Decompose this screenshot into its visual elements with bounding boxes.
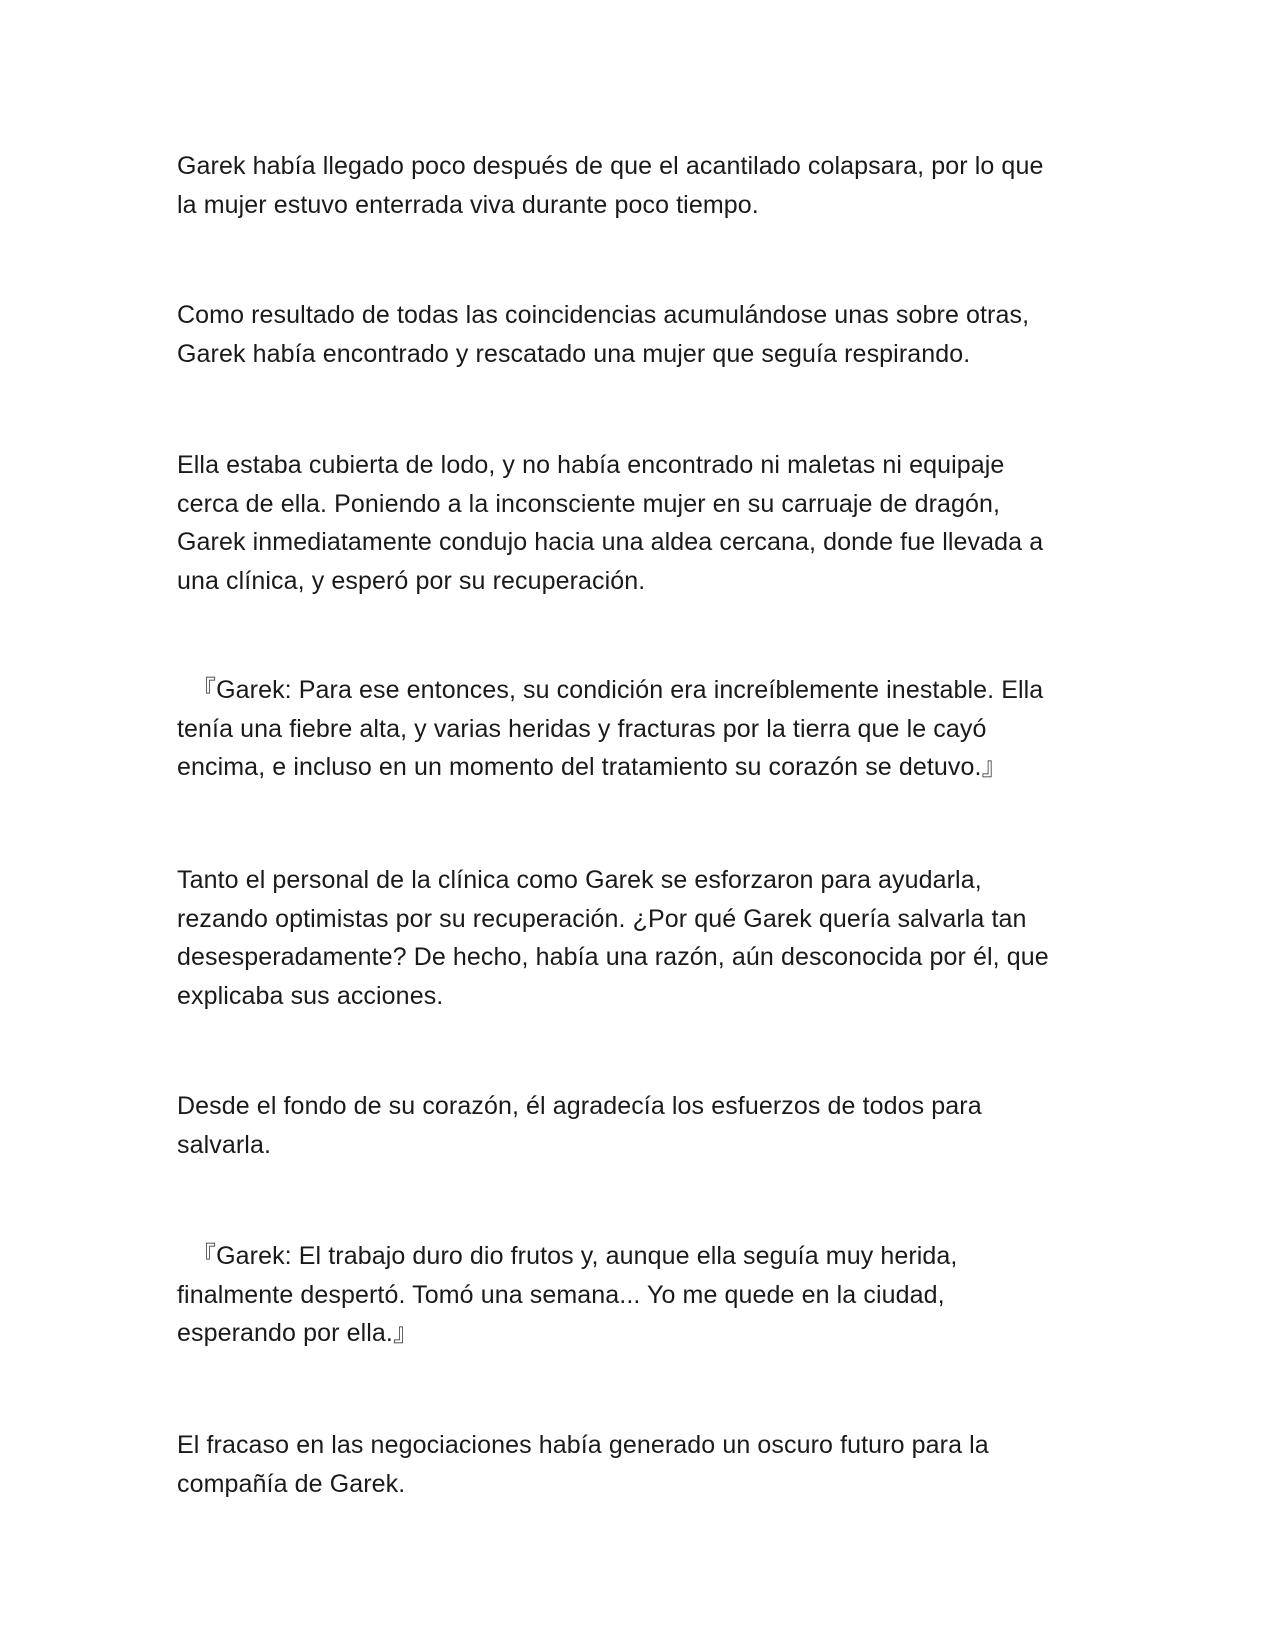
dialogue-line: 『Garek: El trabajo duro dio frutos y, aunque ella seguía muy herida, bbox=[191, 1242, 958, 1270]
paragraph-6 bbox=[177, 1087, 1107, 1164]
paragraph-5 bbox=[177, 861, 1107, 1015]
dialogue-line: tenía una fiebre alta, y varias heridas y fracturas por la tierra que le cayó bbox=[177, 714, 987, 743]
paragraph-3 bbox=[177, 446, 1107, 600]
dialogue-paragraph-1 bbox=[177, 671, 1107, 787]
paragraph-line: salvarla. bbox=[177, 1130, 271, 1159]
paragraph-line: Garek había llegado poco después de que el acantilado colapsara, por lo que bbox=[177, 152, 1044, 180]
paragraph-1 bbox=[177, 147, 1107, 224]
paragraph-line: Garek inmediatamente condujo hacia una aldea cercana, donde fue llevada a bbox=[177, 528, 1044, 556]
paragraph-line: Como resultado de todas las coincidencias acumulándose unas sobre otras, bbox=[177, 301, 1030, 329]
paragraph-line: rezando optimistas por su recuperación. ¿Por qué Garek quería salvarla tan bbox=[177, 904, 1027, 933]
paragraph-8 bbox=[177, 1426, 1107, 1503]
paragraph-line: El fracaso en las negociaciones había generado un oscuro futuro para la bbox=[177, 1431, 989, 1459]
paragraph-line: desesperadamente? De hecho, había una razón, aún desconocida por él, que bbox=[177, 943, 1049, 971]
paragraph-line: Ella estaba cubierta de lodo, y no había encontrado ni maletas ni equipaje bbox=[177, 451, 1005, 479]
dialogue-line: 『Garek: Para ese entonces, su condición era increíblemente inestable. Ella bbox=[191, 676, 1044, 704]
paragraph-line: Tanto el personal de la clínica como Garek se esforzaron para ayudarla, bbox=[177, 866, 982, 894]
paragraph-line: cerca de ella. Poniendo a la inconsciente mujer en su carruaje de dragón, bbox=[177, 489, 1001, 518]
paragraph-line: Garek había encontrado y rescatado una mujer que seguía respirando. bbox=[177, 339, 971, 368]
dialogue-paragraph-2 bbox=[177, 1237, 1107, 1353]
paragraph-2 bbox=[177, 296, 1107, 373]
dialogue-line: esperando por ella.』 bbox=[177, 1319, 419, 1347]
dialogue-line: encima, e incluso en un momento del tratamiento su corazón se detuvo.』 bbox=[177, 753, 1007, 781]
paragraph-line: compañía de Garek. bbox=[177, 1469, 406, 1498]
paragraph-line: explicaba sus acciones. bbox=[177, 981, 444, 1010]
paragraph-line: Desde el fondo de su corazón, él agradecía los esfuerzos de todos para bbox=[177, 1092, 982, 1120]
dialogue-line: finalmente despertó. Tomó una semana... Yo me quede en la ciudad, bbox=[177, 1280, 945, 1309]
paragraph-line: una clínica, y esperó por su recuperación. bbox=[177, 566, 646, 595]
paragraph-line: la mujer estuvo enterrada viva durante poco tiempo. bbox=[177, 190, 759, 219]
